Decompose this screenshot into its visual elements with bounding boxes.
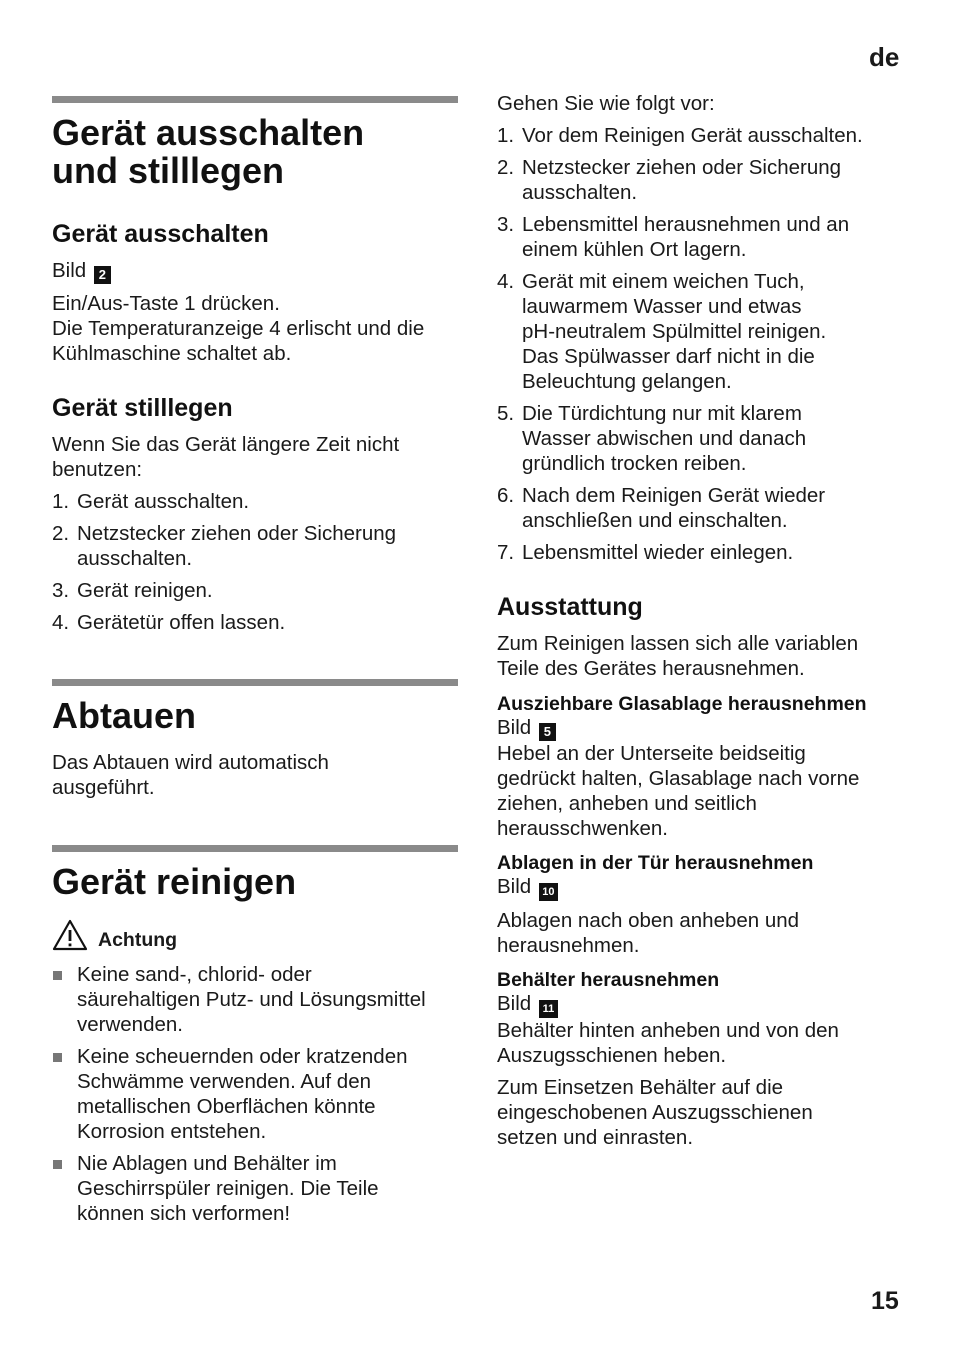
- figure-number-badge: 10: [539, 883, 558, 901]
- cleaning-step-list: [497, 123, 912, 565]
- heading-behaelter: Behälter herausnehmen: [497, 969, 720, 991]
- text-line: Geschirrspüler reinigen. Die Teile: [77, 1177, 379, 1200]
- text-line: verwenden.: [77, 1013, 183, 1036]
- list-item: [497, 155, 912, 205]
- text-line: ziehen, anheben und seitlich: [497, 792, 757, 815]
- section-rule: [52, 845, 458, 852]
- text-line: Wasser abwischen und danach: [522, 427, 807, 450]
- section-title-abtauen: Abtauen: [52, 695, 196, 736]
- figure-number-badge: 5: [539, 723, 556, 741]
- paragraph: [52, 750, 460, 800]
- paragraph: [497, 1075, 912, 1150]
- warning-label: Achtung: [98, 929, 178, 951]
- figure-ref: [497, 874, 912, 901]
- paragraph: [52, 432, 460, 482]
- step-number: 4.: [497, 270, 515, 293]
- section-title-ausschalten: [52, 114, 460, 190]
- heading-glasablage: Ausziehbare Glasablage herausnehmen: [497, 693, 867, 715]
- text-line: Nie Ablagen und Behälter im: [77, 1152, 337, 1175]
- text-line: Die Temperaturanzeige 4 erlischt und die: [52, 317, 425, 340]
- paragraph: [497, 1018, 912, 1068]
- text-line: Kühlmaschine schaltet ab.: [52, 342, 292, 365]
- text-line: einem kühlen Ort lagern.: [522, 238, 747, 261]
- paragraph: Gehen Sie wie folgt vor:: [497, 92, 715, 115]
- subsection-title-ausschalten: Gerät ausschalten: [52, 220, 269, 248]
- text-line: Ein/Aus-Taste 1 drücken.: [52, 292, 280, 315]
- page-number: 15: [871, 1287, 899, 1315]
- text-line: Gerät mit einem weichen Tuch,: [522, 270, 805, 293]
- figure-ref: [52, 258, 460, 284]
- text-line: Schwämme verwenden. Auf den: [77, 1070, 371, 1093]
- bullet-square-icon: [53, 1053, 62, 1062]
- text-line: ausgeführt.: [52, 776, 155, 799]
- right-column: [497, 91, 912, 1150]
- text-line: Nach dem Reinigen Gerät wieder: [522, 484, 826, 507]
- text-line: können sich verformen!: [77, 1202, 291, 1225]
- step-number: 3.: [52, 579, 70, 602]
- warning-heading: [52, 919, 460, 951]
- paragraph: [497, 908, 912, 958]
- text-line: Keine sand-, chlorid- oder: [77, 963, 312, 986]
- text-line: gedrückt halten, Glasablage nach vorne: [497, 767, 860, 790]
- text-line: metallischen Oberflächen könnte: [77, 1095, 376, 1118]
- step-number: 5.: [497, 402, 515, 425]
- text-line: Lebensmittel herausnehmen und an: [522, 213, 850, 236]
- list-item: [52, 489, 460, 514]
- list-item: [497, 401, 912, 476]
- list-item: [497, 123, 912, 148]
- paragraph: [497, 741, 912, 841]
- step-number: 6.: [497, 484, 515, 507]
- list-item: [52, 521, 460, 571]
- text-line: Gerät ausschalten.: [77, 490, 250, 513]
- figure-label: Bild: [497, 716, 532, 739]
- list-item: [497, 540, 912, 565]
- text-line: eingeschobenen Auszugsschienen: [497, 1101, 813, 1124]
- text-line: Das Spülwasser darf nicht in die: [522, 345, 815, 368]
- text-line: pH-neutralem Spülmittel reinigen.: [522, 320, 827, 343]
- text-line: Behälter hinten anheben und von den: [497, 1019, 839, 1042]
- list-item: [52, 610, 460, 635]
- heading-tuer-ablagen: Ablagen in der Tür herausnehmen: [497, 852, 814, 874]
- warning-triangle-icon: [52, 919, 88, 951]
- list-item: [52, 1044, 460, 1144]
- step-number: 2.: [52, 522, 70, 545]
- text-line: Beleuchtung gelangen.: [522, 370, 732, 393]
- section-rule: [52, 679, 458, 686]
- figure-ref: [497, 991, 912, 1018]
- step-number: 4.: [52, 611, 70, 634]
- figure-label: Bild: [52, 259, 87, 282]
- warning-bullet-list: [52, 962, 460, 1226]
- text-line: Teile des Gerätes herausnehmen.: [497, 657, 805, 680]
- language-tag: de: [869, 42, 900, 72]
- text-line: Netzstecker ziehen oder Sicherung: [77, 522, 397, 545]
- title-line: Gerät ausschalten: [52, 112, 365, 153]
- subsection-title-stilllegen: Gerät stilllegen: [52, 394, 233, 422]
- text-line: Korrosion entstehen.: [77, 1120, 267, 1143]
- list-item: [497, 483, 912, 533]
- step-number: 7.: [497, 541, 515, 564]
- paragraph: [497, 631, 912, 681]
- text-line: Wenn Sie das Gerät längere Zeit nicht: [52, 433, 400, 456]
- text-line: Gerät reinigen.: [77, 579, 213, 602]
- text-line: benutzen:: [52, 458, 143, 481]
- figure-ref: [497, 715, 912, 741]
- figure-label: Bild: [497, 992, 532, 1015]
- text-line: Zum Reinigen lassen sich alle variablen: [497, 632, 859, 655]
- list-item: [52, 962, 460, 1037]
- text-line: Zum Einsetzen Behälter auf die: [497, 1076, 784, 1099]
- list-item: [497, 212, 912, 262]
- text-line: Ablagen nach oben anheben und: [497, 909, 800, 932]
- text-line: Das Abtauen wird automatisch: [52, 751, 329, 774]
- list-item: [52, 1151, 460, 1226]
- text-line: ausschalten.: [522, 181, 638, 204]
- text-line: Die Türdichtung nur mit klarem: [522, 402, 802, 425]
- figure-number-badge: 2: [94, 266, 111, 284]
- text-line: gründlich trocken reiben.: [522, 452, 747, 475]
- text-line: setzen und einrasten.: [497, 1126, 694, 1149]
- step-list: [52, 489, 460, 635]
- text-line: ausschalten.: [77, 547, 193, 570]
- figure-label: Bild: [497, 875, 532, 898]
- text-line: herausnehmen.: [497, 934, 640, 957]
- list-item: [497, 269, 912, 394]
- figure-number-badge: 11: [539, 1000, 558, 1018]
- step-number: 1.: [52, 490, 70, 513]
- bullet-square-icon: [53, 971, 62, 980]
- step-number: 1.: [497, 124, 515, 147]
- text-line: herausschwenken.: [497, 817, 668, 840]
- text-line: Vor dem Reinigen Gerät ausschalten.: [522, 124, 863, 147]
- text-line: Lebensmittel wieder einlegen.: [522, 541, 794, 564]
- step-number: 2.: [497, 156, 515, 179]
- text-line: Auszugsschienen heben.: [497, 1044, 727, 1067]
- title-line: und stilllegen: [52, 150, 285, 191]
- list-item: [52, 578, 460, 603]
- section-title-reinigen: Gerät reinigen: [52, 861, 297, 902]
- bullet-square-icon: [53, 1160, 62, 1169]
- text-line: anschließen und einschalten.: [522, 509, 788, 532]
- text-line: Gerätetür offen lassen.: [77, 611, 286, 634]
- text-line: Keine scheuernden oder kratzenden: [77, 1045, 408, 1068]
- text-line: säurehaltigen Putz- und Lösungsmittel: [77, 988, 426, 1011]
- text-line: lauwarmem Wasser und etwas: [522, 295, 802, 318]
- left-column: [52, 0, 460, 1226]
- text-line: Hebel an der Unterseite beidseitig: [497, 742, 806, 765]
- subsection-title-ausstattung: Ausstattung: [497, 593, 643, 621]
- text-line: Netzstecker ziehen oder Sicherung: [522, 156, 842, 179]
- section-rule: [52, 96, 458, 103]
- paragraph: [52, 291, 460, 366]
- step-number: 3.: [497, 213, 515, 236]
